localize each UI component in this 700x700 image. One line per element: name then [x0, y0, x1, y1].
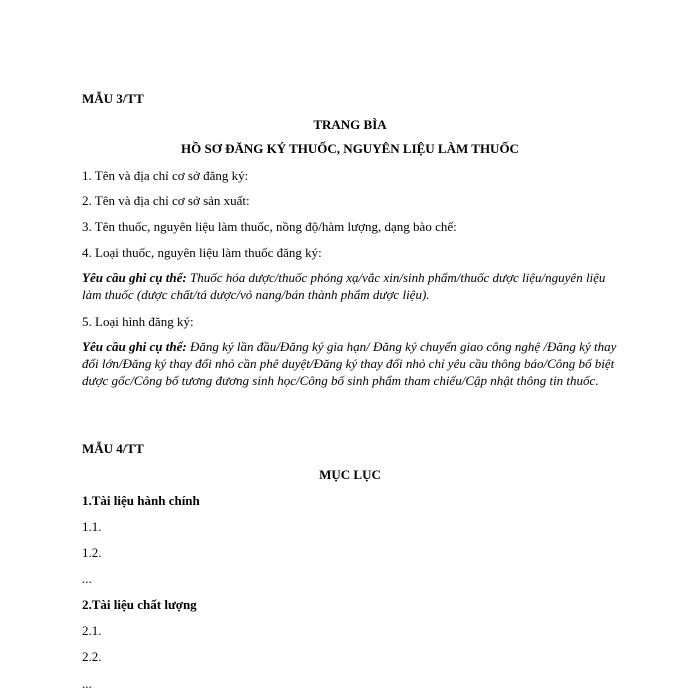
form3-item-3: 3. Tên thuốc, nguyên liệu làm thuốc, nồng độ/hàm lượng, dạng bào chế:	[82, 219, 457, 234]
form4-title: MỤC LỤC	[319, 467, 381, 482]
form4-s1-item-2: 1.2.	[82, 545, 102, 560]
form4-s1-item-1: 1.1.	[82, 519, 102, 534]
form4-s1-more: ...	[82, 571, 92, 586]
form3-note-4	[82, 269, 622, 303]
form3-note-5-label: Yêu cầu ghi cụ thể:	[82, 339, 187, 354]
form3-subtitle: HỒ SƠ ĐĂNG KÝ THUỐC, NGUYÊN LIỆU LÀM THUỐC	[181, 141, 519, 156]
form3-code: MẪU 3/TT	[82, 91, 144, 106]
form3-item-1: 1. Tên và địa chỉ cơ sở đăng ký:	[82, 168, 249, 183]
form3-note-5	[82, 338, 622, 389]
form3-note-4-text: Thuốc hóa dược/thuốc phóng xạ/vắc xin/sinh phẩm/thuốc dược liệu/nguyên liệu làm thuốc (dược chất/tá dược/vỏ nang/bán thành phẩm dược liệu).	[82, 270, 606, 302]
form4-code: MẪU 4/TT	[82, 441, 144, 456]
form4-section-2: 2.Tài liệu chất lượng	[82, 597, 197, 612]
form3-item-5: 5. Loại hình đăng ký:	[82, 314, 194, 329]
form3-note-5-text: Đăng ký lần đầu/Đăng ký gia hạn/ Đăng ký chuyển giao công nghệ /Đăng ký thay đổi lớn/Đăng ký thay đổi nhỏ cần phê duyệt/Đăng ký thay đổi nhỏ chỉ yêu cầu thông báo/Công bố biệt dược gốc/Công bố tương đương sinh học/Công bố sinh phẩm tham chiếu/Cập nhật thông tin thuốc.	[82, 339, 617, 388]
form4-s2-more: ...	[82, 676, 92, 691]
form4-s2-item-1: 2.1.	[82, 623, 102, 638]
form3-item-4: 4. Loại thuốc, nguyên liệu làm thuốc đăng ký:	[82, 245, 322, 260]
form3-note-4-label: Yêu cầu ghi cụ thể:	[82, 270, 187, 285]
form4-section-1: 1.Tài liệu hành chính	[82, 493, 200, 508]
form3-title: TRANG BÌA	[313, 117, 387, 132]
form4-s2-item-2: 2.2.	[82, 649, 102, 664]
form3-item-2: 2. Tên và địa chỉ cơ sở sản xuất:	[82, 193, 250, 208]
